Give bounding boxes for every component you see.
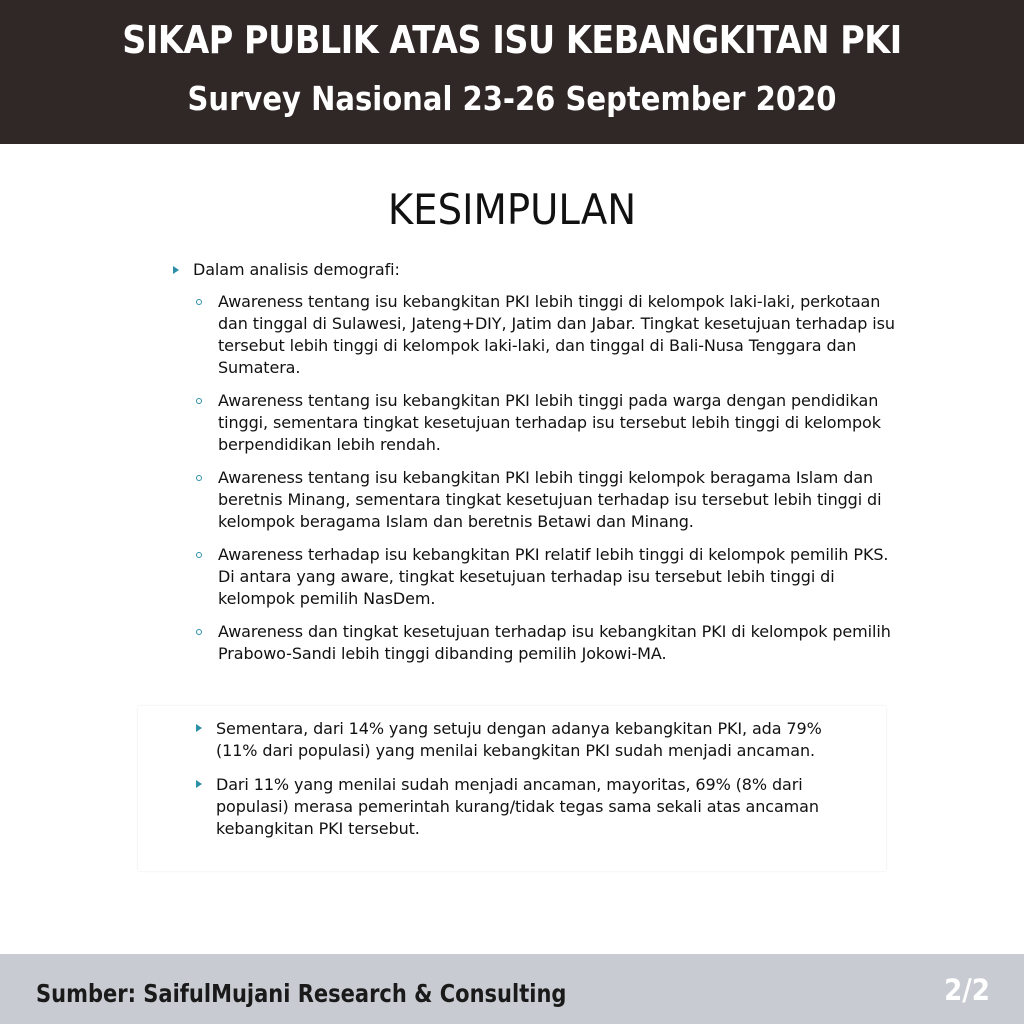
list-item <box>196 718 836 762</box>
list-item <box>196 291 896 379</box>
footer-bar <box>0 954 1024 1024</box>
demographic-findings-list <box>196 291 896 676</box>
arrow-bullet-icon <box>196 724 202 732</box>
list-item-text: Sementara, dari 14% yang setuju dengan adanya kebangkitan PKI, ada 79% (11% dari populasi) yang menilai kebangkitan PKI sudah menjadi ancaman. <box>216 719 822 760</box>
circle-bullet-icon <box>196 398 202 404</box>
page-indicator: 2/2 <box>944 973 990 1007</box>
list-item <box>196 774 836 840</box>
list-item <box>196 467 896 533</box>
list-item-text: Awareness tentang isu kebangkitan PKI lebih tinggi di kelompok laki-laki, perkotaan dan tinggal di Sulawesi, Jateng+DIY, Jatim dan Jabar. Tingkat kesetujuan terhadap isu tersebut lebih tinggi di kelompok laki-laki, dan tinggal di Bali-Nusa Tenggara dan Sumatera. <box>218 292 895 377</box>
arrow-bullet-icon <box>196 780 202 788</box>
list-item-text: Awareness dan tingkat kesetujuan terhadap isu kebangkitan PKI di kelompok pemilih Prabowo-Sandi lebih tinggi dibanding pemilih Jokowi-MA. <box>218 622 891 663</box>
main-bullet-text: Dalam analisis demografi: <box>193 260 400 279</box>
section-title: KESIMPULAN <box>387 185 637 234</box>
list-item <box>196 544 896 610</box>
page-subtitle: Survey Nasional 23-26 September 2020 <box>187 79 837 118</box>
list-item <box>196 390 896 456</box>
circle-bullet-icon <box>196 629 202 635</box>
list-item <box>196 621 896 665</box>
arrow-bullet-icon <box>173 266 179 274</box>
slide-content <box>0 144 1024 954</box>
page-title: SIKAP PUBLIK ATAS ISU KEBANGKITAN PKI <box>122 18 902 62</box>
list-item-text: Awareness tentang isu kebangkitan PKI lebih tinggi kelompok beragama Islam dan beretnis Minang, sementara tingkat kesetujuan terhadap isu tersebut lebih tinggi di kelompok beragama Islam dan beretnis Betawi dan Minang. <box>218 468 882 531</box>
list-item-text: Awareness terhadap isu kebangkitan PKI relatif lebih tinggi di kelompok pemilih PKS. Di antara yang aware, tingkat kesetujuan terhadap isu tersebut lebih tinggi di kelompok pemilih NasDem. <box>218 545 889 608</box>
circle-bullet-icon <box>196 475 202 481</box>
circle-bullet-icon <box>196 299 202 305</box>
source-credit: Sumber: SaifulMujani Research & Consulting <box>36 979 567 1008</box>
main-bullet <box>173 260 400 280</box>
header-banner <box>0 0 1024 144</box>
list-item-text: Dari 11% yang menilai sudah menjadi ancaman, mayoritas, 69% (8% dari populasi) merasa pemerintah kurang/tidak tegas sama sekali atas ancaman kebangkitan PKI tersebut. <box>216 775 819 838</box>
list-item-text: Awareness tentang isu kebangkitan PKI lebih tinggi pada warga dengan pendidikan tinggi, sementara tingkat kesetujuan terhadap isu tersebut lebih tinggi di kelompok berpendidikan lebih rendah. <box>218 391 881 454</box>
threat-findings-list <box>196 718 836 852</box>
threat-findings-box <box>138 706 886 871</box>
circle-bullet-icon <box>196 552 202 558</box>
